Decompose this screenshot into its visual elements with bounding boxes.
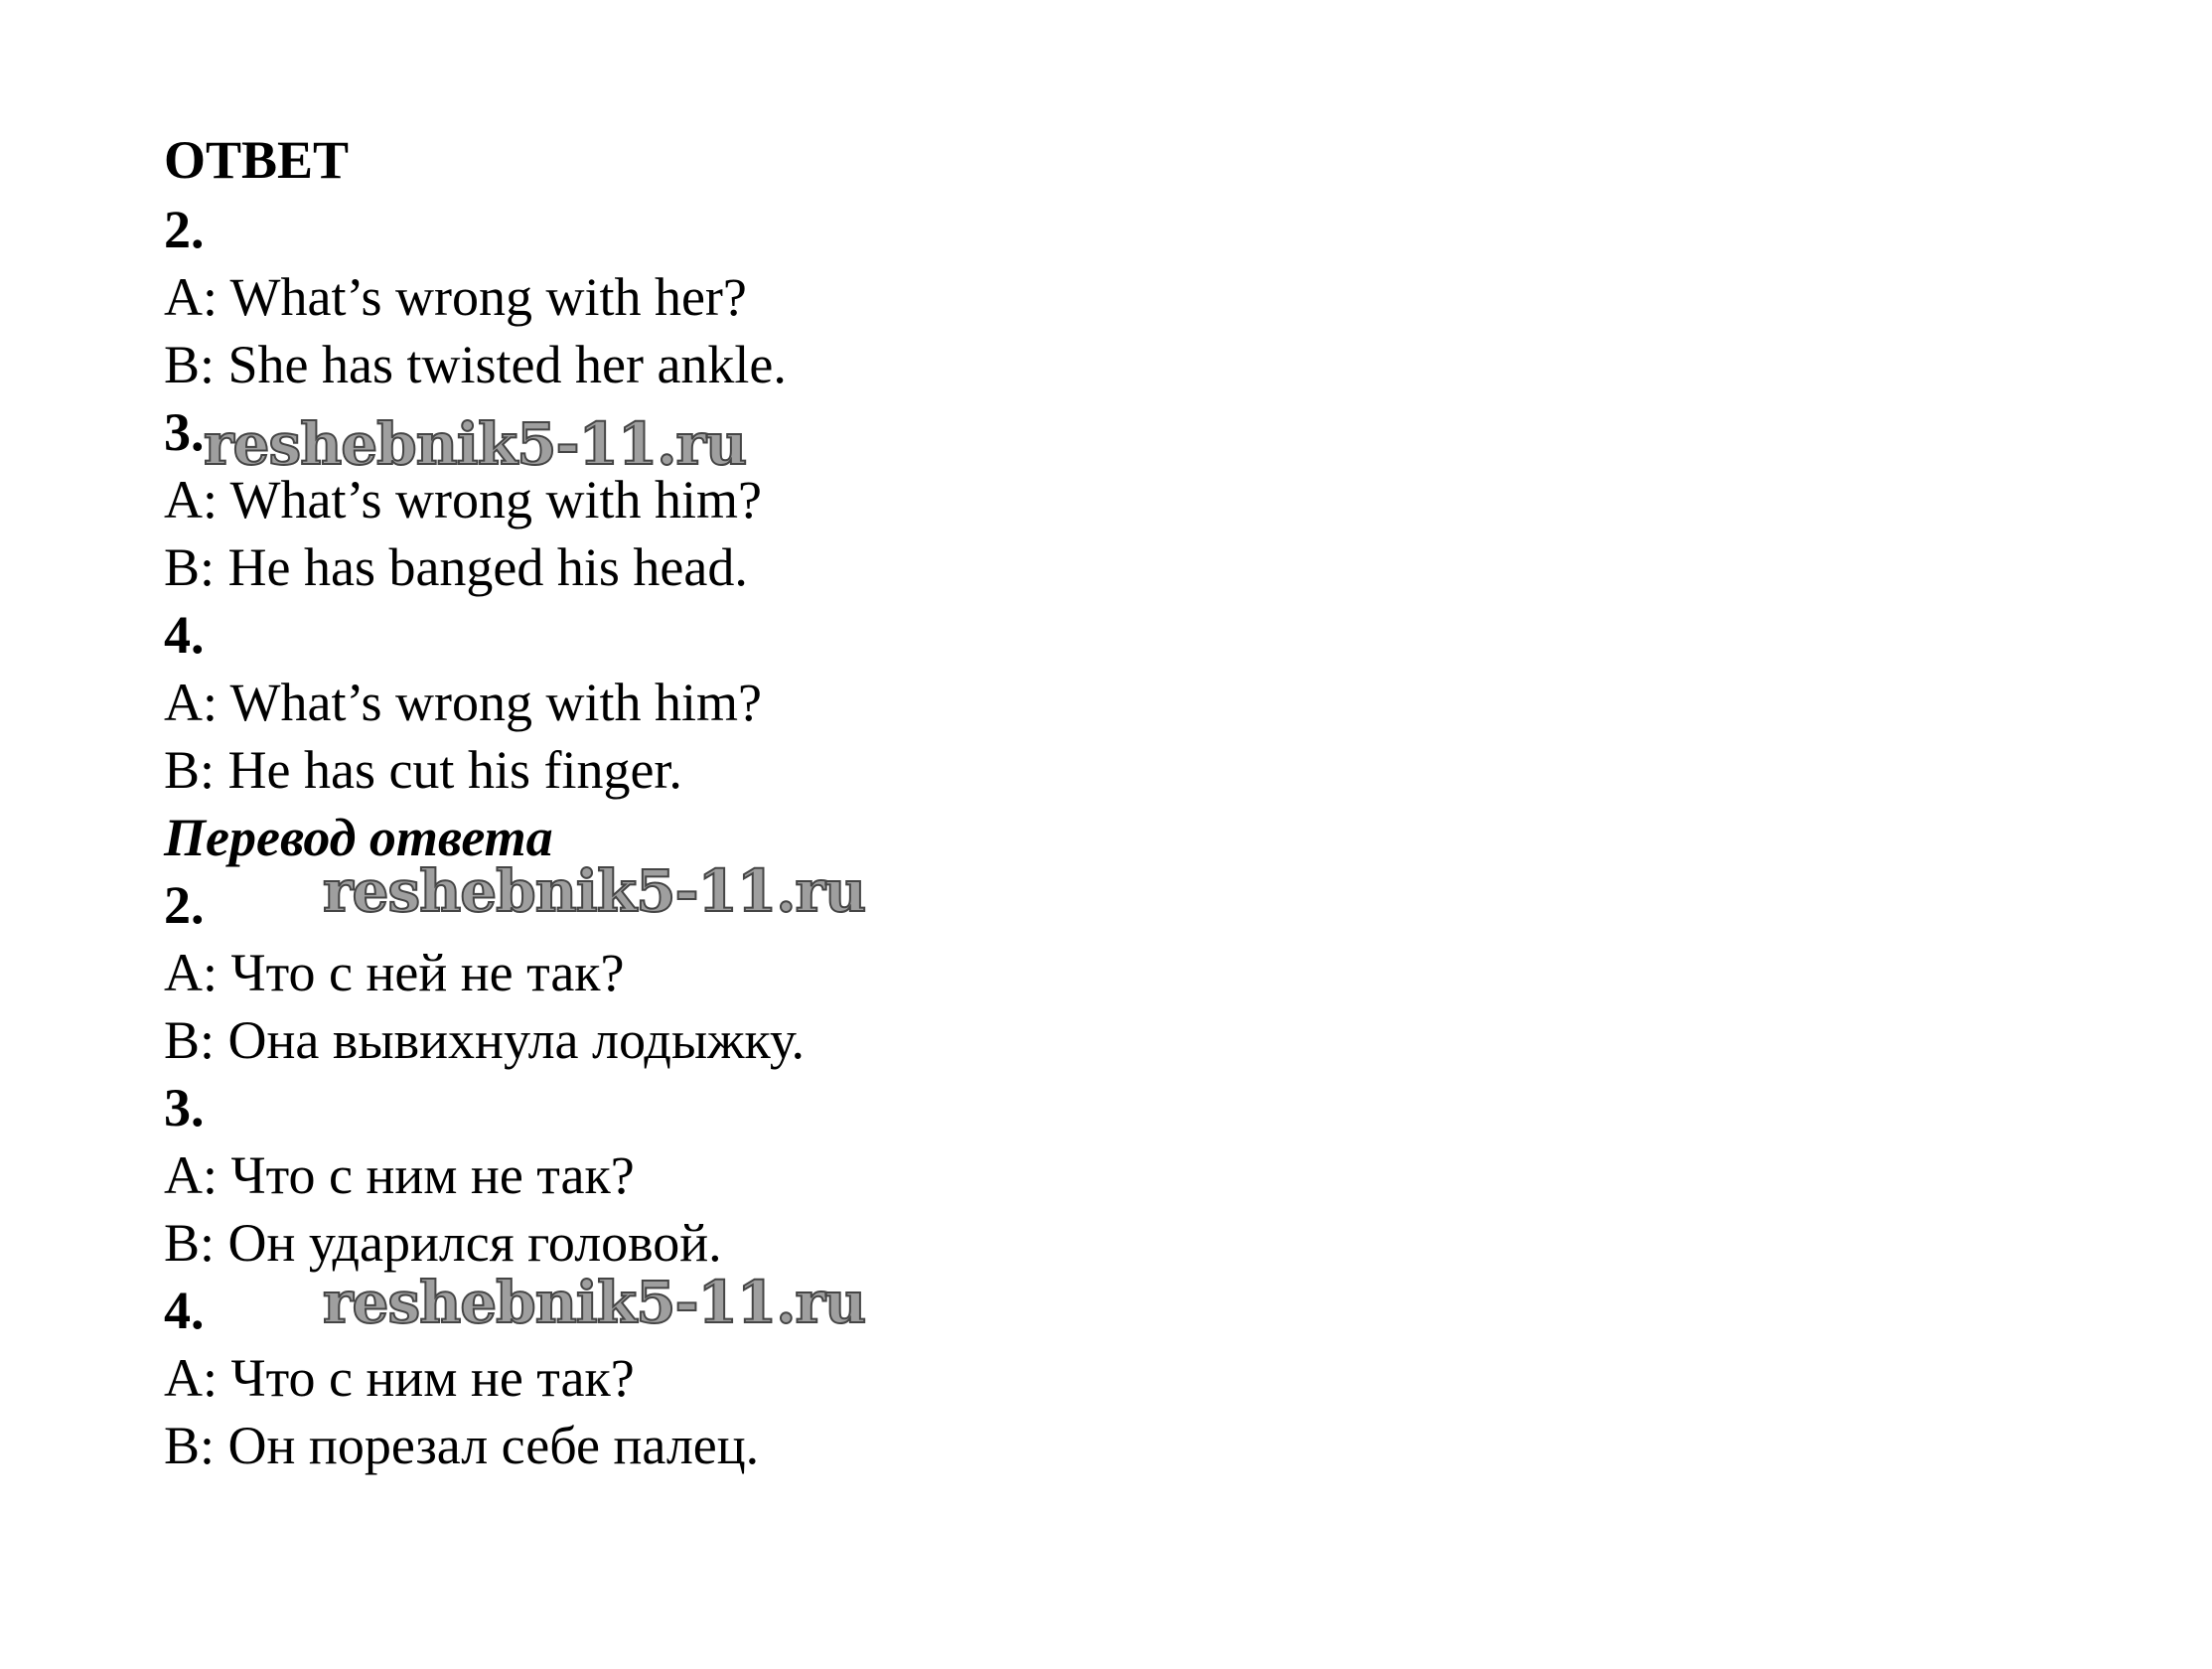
answer-heading: ОТВЕТ bbox=[164, 130, 350, 190]
translation-line-b: B: Он ударился головой. bbox=[164, 1213, 722, 1273]
translation-number: 2. bbox=[164, 875, 205, 935]
answer-line-b: B: He has cut his finger. bbox=[164, 740, 682, 800]
translation-line-a: A: Что с ней не так? bbox=[164, 943, 625, 1002]
watermark: reshebnik5-11.ru bbox=[323, 857, 866, 925]
answer-number: 2. bbox=[164, 200, 205, 259]
watermark: reshebnik5-11.ru bbox=[323, 1269, 866, 1336]
translation-heading: Перевод ответа bbox=[164, 808, 553, 867]
answer-line-a: A: What’s wrong with her? bbox=[164, 267, 747, 327]
answer-number: 4. bbox=[164, 605, 205, 665]
answer-line-a: A: What’s wrong with him? bbox=[164, 673, 762, 732]
answer-line-a: A: What’s wrong with him? bbox=[164, 470, 762, 530]
translation-line-b: B: Она вывихнула лодыжку. bbox=[164, 1010, 806, 1070]
answer-number: 3. bbox=[164, 402, 205, 462]
watermark: reshebnik5-11.ru bbox=[204, 410, 747, 478]
answer-line-b: B: He has banged his head. bbox=[164, 537, 748, 597]
translation-line-b: B: Он порезал себе палец. bbox=[164, 1416, 760, 1475]
answer-line-b: B: She has twisted her ankle. bbox=[164, 335, 787, 394]
translation-number: 4. bbox=[164, 1281, 205, 1340]
translation-line-a: A: Что с ним не так? bbox=[164, 1348, 635, 1408]
translation-line-a: A: Что с ним не так? bbox=[164, 1145, 635, 1205]
translation-number: 3. bbox=[164, 1078, 205, 1138]
